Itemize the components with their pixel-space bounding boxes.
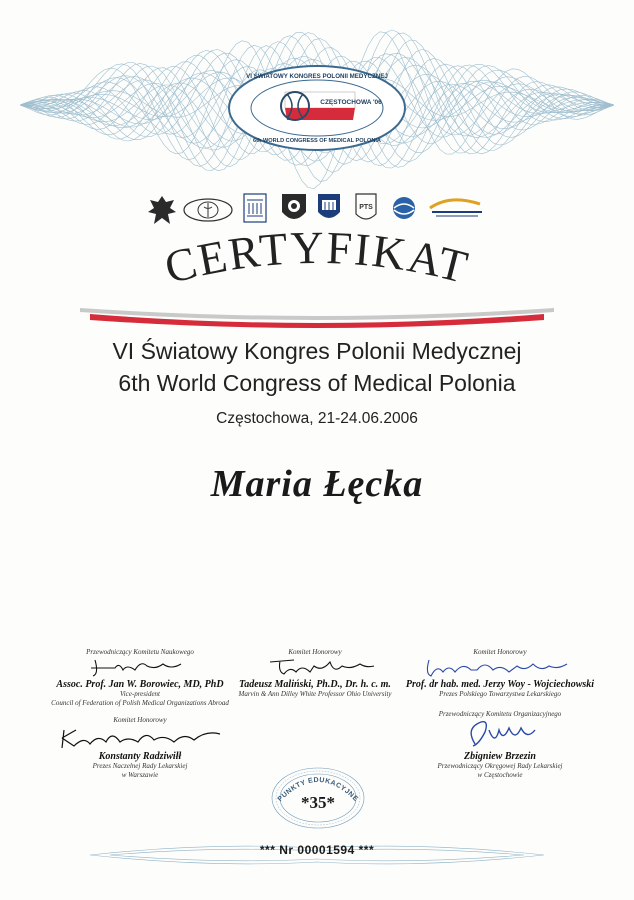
seal-arc-text: PUNKTY EDUKACYJNE bbox=[276, 776, 360, 804]
signatory-honorary-woy-wojciechowski bbox=[395, 648, 605, 699]
signatory-name: Prof. dr hab. med. Jerzy Woy - Wojciechowski bbox=[405, 679, 595, 690]
signatory-title: Marvin & Ann Dilley White Professor Ohio University bbox=[238, 690, 392, 698]
pts-emblem-icon bbox=[356, 194, 376, 219]
title-text: CERTYFIKAT bbox=[159, 232, 475, 294]
handwritten-signature bbox=[445, 718, 555, 750]
signatory-title: Przewodniczący Okręgowej Rady Lekarskiej bbox=[437, 762, 563, 770]
signatory-honorary-malinski bbox=[215, 648, 415, 699]
signatory-title: Prezes Naczelnej Rady Lekarskiej bbox=[92, 762, 188, 770]
signatory-role: Komitet Honorowy bbox=[113, 716, 167, 724]
recipient-name: Maria Łęcka bbox=[210, 463, 424, 505]
signatory-scientific-chair bbox=[35, 648, 245, 708]
flag-ribbon bbox=[80, 300, 554, 330]
signatory-honorary-radziwill bbox=[35, 716, 245, 780]
signatory-location: w Częstochowie bbox=[477, 771, 523, 779]
polish-eagle-icon bbox=[148, 196, 176, 224]
signatory-name: Konstanty Radziwiłł bbox=[98, 751, 182, 762]
svg-text:PTS: PTS bbox=[359, 204, 373, 211]
handwritten-signature bbox=[250, 656, 380, 678]
fundacja-emblem-icon bbox=[430, 200, 482, 216]
handwritten-signature bbox=[85, 656, 195, 678]
logo-city-year: CZĘSTOCHOWA '06 bbox=[320, 99, 382, 106]
event-place-date: Częstochowa, 21-24.06.2006 bbox=[216, 410, 418, 427]
event-name-polish: VI Światowy Kongres Polonii Medycznej bbox=[112, 338, 522, 364]
medical-society-icon bbox=[184, 199, 232, 221]
signatory-organization: Council of Federation of Polish Medical Organizations Abroad bbox=[51, 699, 229, 707]
sponsor-logos-row bbox=[140, 190, 500, 230]
logo-arc-bottom: 6th WORLD CONGRESS OF MEDICAL POLONIA bbox=[253, 138, 381, 144]
signatory-name: Zbigniew Brzezin bbox=[464, 751, 536, 762]
signatory-title: Prezes Polskiego Towarzystwa Lekarskiego bbox=[439, 690, 561, 698]
signatory-role: Przewodniczący Komitetu Naukowego bbox=[86, 648, 194, 656]
signatory-location: w Warszawie bbox=[121, 771, 159, 779]
handwritten-signature bbox=[415, 656, 585, 678]
svg-text:CERTYFIKAT bbox=[160, 232, 475, 293]
event-name-english: 6th World Congress of Medical Polonia bbox=[118, 370, 516, 396]
signatory-role: Komitet Honorowy bbox=[288, 648, 342, 656]
seal-points-value: *35* bbox=[301, 793, 335, 812]
globe-emblem-icon bbox=[393, 197, 415, 219]
signatory-role: Komitet Honorowy bbox=[473, 648, 527, 656]
signatory-title: Vice-president bbox=[119, 690, 161, 698]
university-icon bbox=[244, 194, 266, 222]
logo-arc-top: VI ŚWIATOWY KONGRES POLONII MEDYCZNEJ bbox=[246, 73, 388, 80]
signatory-name: Assoc. Prof. Jan W. Borowiec, MD, PhD bbox=[56, 679, 224, 690]
signatory-organizing-chair bbox=[395, 710, 605, 780]
education-points-seal bbox=[268, 760, 368, 830]
congress-logo bbox=[225, 62, 409, 154]
signatory-name: Tadeusz Maliński, Ph.D., Dr. h. c. m. bbox=[239, 679, 391, 690]
handwritten-signature bbox=[50, 724, 230, 750]
church-emblem-icon bbox=[282, 194, 306, 219]
signatory-role: Przewodniczący Komitetu Organizacyjnego bbox=[438, 710, 562, 718]
certificate-serial-number: *** Nr 00001594 *** bbox=[259, 843, 375, 857]
city-coat-of-arms-icon bbox=[318, 194, 340, 218]
